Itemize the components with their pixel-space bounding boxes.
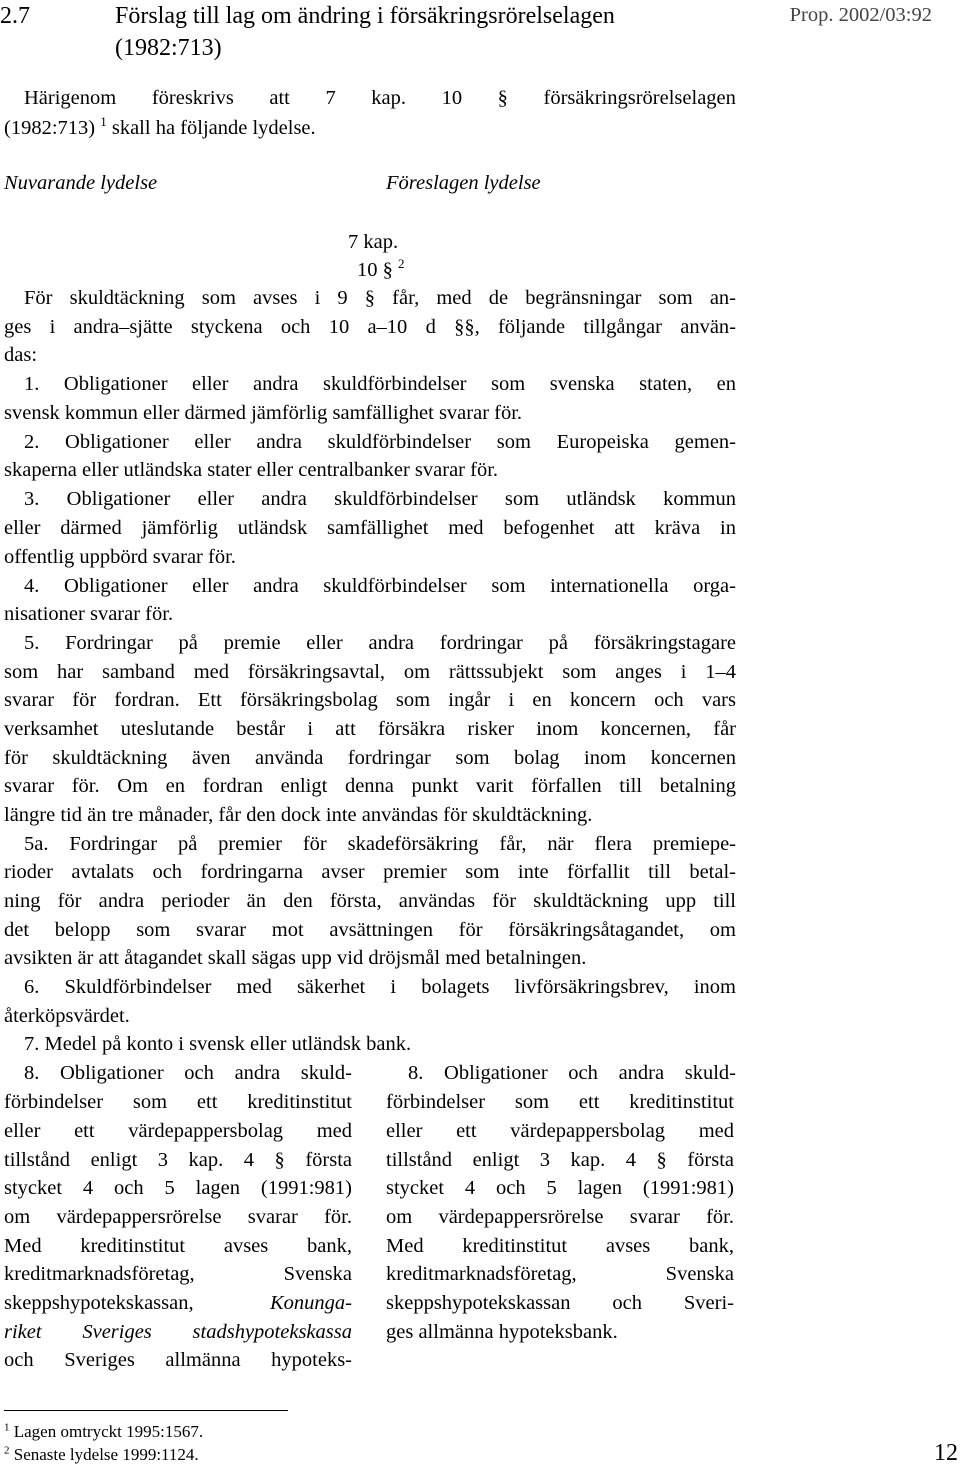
body-line: 5. Fordringar på premie eller andra fordringar på försäkringstagare	[24, 632, 736, 654]
footnote-ref-2: 2	[398, 256, 405, 272]
section-title-line-1: Förslag till lag om ändring i försäkringsrörelselagen	[115, 3, 615, 29]
intro-line-2	[4, 114, 316, 139]
intro-word: 10	[441, 87, 463, 109]
body-line: svarar för. Om en fordran enligt denna punkt varit förfallen till betalning	[4, 775, 736, 797]
proposed-col-line: skeppshypotekskassan och Sveri-	[386, 1292, 734, 1314]
footnote-text: Lagen omtryckt 1995:1567.	[13, 1422, 204, 1441]
body-line: ning för andra perioder än den första, användas för skuldtäckning upp till	[4, 890, 736, 912]
law-number: (1982:713)	[4, 117, 96, 139]
proposed-col-line: tillstånd enligt 3 kap. 4 § första	[386, 1149, 734, 1171]
body-line: 2. Obligationer eller andra skuldförbindelser som Europeiska gemen-	[24, 431, 736, 453]
paragraph-number: 10 §	[357, 259, 393, 281]
italic-run: Konunga-	[270, 1292, 352, 1314]
intro-word: försäkringsrörelselagen	[543, 87, 736, 109]
intro-word: kap.	[371, 87, 407, 109]
body-line: svensk kommun eller därmed jämförlig samfällighet svarar för.	[4, 402, 523, 424]
current-col-line: eller ett värdepappersbolag med	[4, 1120, 352, 1142]
footnote-ref-1: 1	[100, 114, 107, 130]
body-line: das:	[4, 344, 38, 366]
current-col-line: 8. Obligationer och andra skuld-	[24, 1062, 352, 1084]
intro-word: 7	[325, 87, 336, 109]
proposed-col-line: 8. Obligationer och andra skuld-	[408, 1062, 736, 1084]
current-col-line: Med kreditinstitut avses bank,	[4, 1235, 352, 1257]
proposed-col-line: förbindelser som ett kreditinstitut	[386, 1091, 734, 1113]
current-col-line: stycket 4 och 5 lagen (1991:981)	[4, 1177, 352, 1199]
body-line: 6. Skuldförbindelser med säkerhet i bolagets livförsäkringsbrev, inom	[24, 976, 736, 998]
proposed-col-line: stycket 4 och 5 lagen (1991:981)	[386, 1177, 734, 1199]
body-line: nisationer svarar för.	[4, 603, 174, 625]
current-col-line: och Sveriges allmänna hypoteks-	[4, 1349, 352, 1371]
body-line: som har samband med försäkringsavtal, om rättssubjekt som anges i 1–4	[4, 661, 736, 683]
body-line: återköpsvärdet.	[4, 1005, 130, 1027]
section-title-line-2: (1982:713)	[115, 35, 222, 61]
prop-reference: Prop. 2002/03:92	[789, 4, 932, 26]
footnote-2	[4, 1446, 199, 1463]
body-line: eller därmed jämförlig utländsk samfällighet med befogenhet att kräva in	[4, 517, 736, 539]
proposed-col-line: kreditmarknadsföretag, Svenska	[386, 1263, 734, 1285]
body-line: svarar för fordran. Ett försäkringsbolag som ingår i en koncern och vars	[4, 689, 736, 711]
body-line: verksamhet uteslutande består i att försäkra risker inom koncernen, får	[4, 718, 736, 740]
proposed-col-line: ges allmänna hypoteksbank.	[386, 1321, 618, 1343]
intro-word: att	[269, 87, 290, 109]
section-number: 2.7	[0, 3, 30, 29]
body-line: ges i andra–sjätte styckena och 10 a–10 d §§, följande tillgångar använ-	[4, 316, 736, 338]
footnote-rule	[4, 1410, 288, 1411]
paragraph-heading	[357, 256, 405, 282]
current-wording-heading: Nuvarande lydelse	[4, 172, 158, 194]
current-col-line-italic-mix	[4, 1293, 352, 1314]
body-line: 7. Medel på konto i svensk eller utländsk bank.	[24, 1033, 412, 1055]
current-col-line: tillstånd enligt 3 kap. 4 § första	[4, 1149, 352, 1171]
footnote-number: 2	[4, 1444, 10, 1457]
proposed-col-line: om värdepappersrörelse svarar för.	[386, 1206, 734, 1228]
body-line: 1. Obligationer eller andra skuldförbindelser som svenska staten, en	[24, 373, 736, 395]
intro-text: skall ha följande lydelse.	[111, 117, 316, 139]
footnote-1	[4, 1423, 203, 1440]
current-col-line-italic: riket Sveriges stadshypotekskassa	[4, 1321, 352, 1343]
footnote-number: 1	[4, 1421, 10, 1434]
text-run: skeppshypotekskassan,	[4, 1292, 270, 1314]
intro-line-1	[24, 88, 736, 109]
intro-word: Härigenom	[24, 87, 117, 109]
body-line: 5a. Fordringar på premier för skadeförsäkring får, när flera premiepe-	[24, 833, 736, 855]
proposed-wording-heading: Föreslagen lydelse	[386, 172, 541, 194]
body-line: skaperna eller utländska stater eller centralbanker svarar för.	[4, 459, 499, 481]
current-col-line: förbindelser som ett kreditinstitut	[4, 1091, 352, 1113]
footnote-text: Senaste lydelse 1999:1124.	[13, 1445, 199, 1464]
body-line: för skuldtäckning även använda fordringar som bolag inom koncernen	[4, 747, 736, 769]
current-col-line: om värdepappersrörelse svarar för.	[4, 1206, 352, 1228]
page-number: 12	[934, 1440, 958, 1466]
body-line: offentlig uppbörd svarar för.	[4, 546, 236, 568]
proposed-col-line: Med kreditinstitut avses bank,	[386, 1235, 734, 1257]
body-line: rioder avtalats och fordringarna avser premier som inte förfallit till betal-	[4, 861, 736, 883]
body-line: det belopp som svarar mot avsättningen för försäkringsåtagandet, om	[4, 919, 736, 941]
body-line: avsikten är att åtagandet skall sägas upp vid dröjsmål med betalningen.	[4, 947, 587, 969]
proposed-col-line: eller ett värdepappersbolag med	[386, 1120, 734, 1142]
intro-word: föreskrivs	[151, 87, 234, 109]
chapter-heading: 7 kap.	[348, 231, 399, 253]
body-line: 4. Obligationer eller andra skuldförbindelser som internationella orga-	[24, 575, 736, 597]
body-line: För skuldtäckning som avses i 9 § får, med de begränsningar som an-	[24, 287, 736, 309]
current-col-line: kreditmarknadsföretag, Svenska	[4, 1263, 352, 1285]
body-line: 3. Obligationer eller andra skuldförbindelser som utländsk kommun	[24, 488, 736, 510]
body-line: längre tid än tre månader, får den dock inte användas för skuldtäckning.	[4, 804, 593, 826]
section-sign: §	[497, 87, 508, 109]
